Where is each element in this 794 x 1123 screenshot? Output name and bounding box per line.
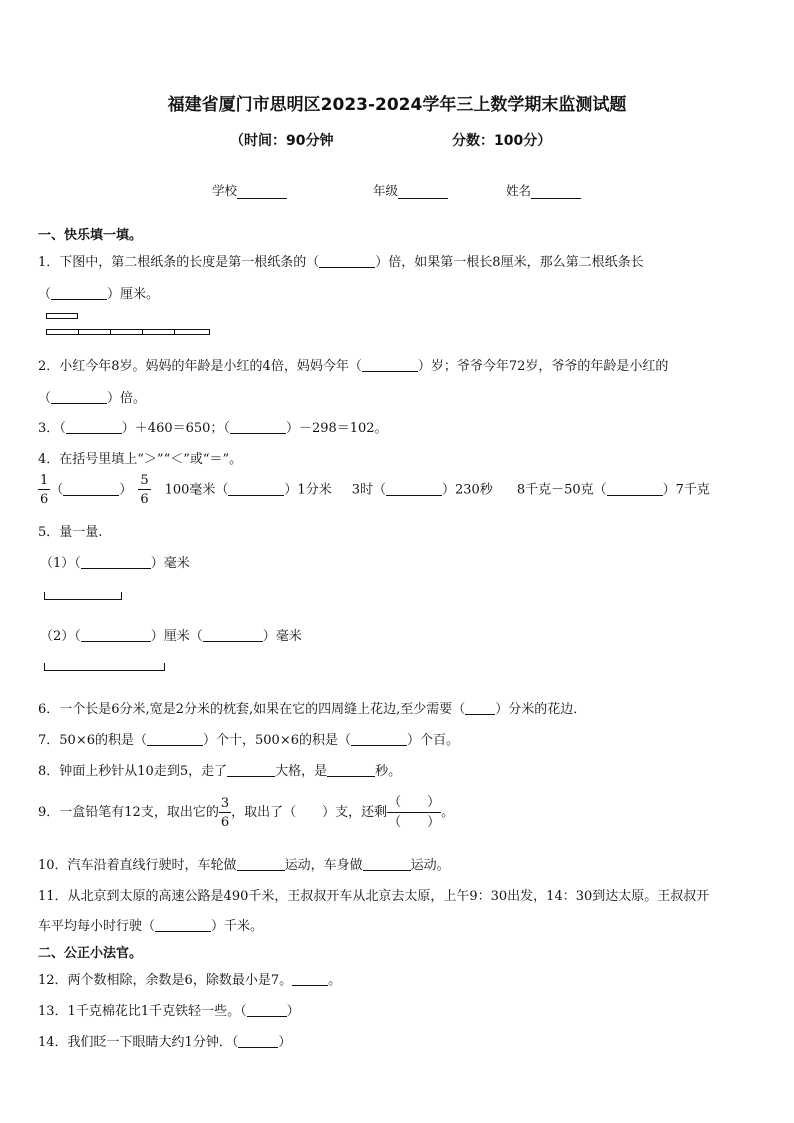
answer-blank[interactable] bbox=[81, 556, 151, 569]
question-8: 8．钟面上秒针从10走到5，走了 大格，是 秒。 bbox=[38, 764, 402, 779]
question-11-line-1: 11．从北京到太原的高速公路是490千米，王叔叔开车从北京去太原，上午9：30出发，14：30到达太原。王叔叔开 bbox=[38, 889, 710, 904]
line-segment-2 bbox=[44, 664, 165, 671]
answer-blank[interactable] bbox=[230, 421, 286, 434]
question-number: 5． bbox=[38, 525, 60, 540]
school-label: 学校 bbox=[212, 183, 238, 198]
answer-blank[interactable] bbox=[351, 733, 407, 746]
question-number: 2． bbox=[38, 359, 60, 374]
question-number: 14． bbox=[38, 1035, 68, 1050]
question-number: 13． bbox=[38, 1004, 68, 1019]
question-14: 14．我们眨一下眼睛大约1分钟．（ ） bbox=[38, 1035, 292, 1050]
question-5-part-1: （1）（ ）毫米 bbox=[40, 556, 190, 571]
answer-blank[interactable] bbox=[238, 1035, 278, 1048]
answer-blank[interactable] bbox=[155, 919, 211, 932]
answer-blank[interactable] bbox=[607, 483, 663, 496]
page-title: 福建省厦门市思明区2023-2024学年三上数学期末监测试题 bbox=[167, 95, 627, 115]
exam-score: 分数：100分） bbox=[452, 133, 552, 149]
question-number: 6． bbox=[38, 702, 60, 717]
name-blank[interactable] bbox=[531, 186, 581, 199]
question-4-items: $\frac{1}{6}$ （ ） $\frac{5}{6}$ 100毫米（ ）1分米 3时（ ）230秒 8千克－50克（ ）7千克 bbox=[40, 473, 710, 507]
answer-blank[interactable] bbox=[228, 483, 284, 496]
question-number: 3． bbox=[38, 421, 60, 436]
remaining-fraction-blank[interactable]: （ ） （ ） bbox=[388, 795, 441, 830]
question-number: 10． bbox=[38, 858, 68, 873]
answer-blank[interactable] bbox=[292, 973, 328, 986]
fraction-one-sixth: $\frac{1}{6}$ bbox=[40, 473, 49, 507]
question-2-line-1: 2．小红今年8岁。妈妈的年龄是小红的4倍，妈妈今年（ ）岁；爷爷今年72岁，爷爷的年龄是小红的 bbox=[38, 359, 669, 374]
question-7: 7．50×6的积是（ ）个十，500×6的积是（ ）个百。 bbox=[38, 733, 459, 748]
answer-blank[interactable] bbox=[319, 255, 375, 268]
question-number: 9． bbox=[38, 805, 60, 820]
question-number: 8． bbox=[38, 764, 60, 779]
fraction-five-sixths: $\frac{5}{6}$ bbox=[140, 473, 149, 507]
question-12: 12．两个数相除，余数是6，除数最小是7。 。 bbox=[38, 973, 342, 988]
answer-blank[interactable] bbox=[51, 287, 107, 300]
question-number: 1． bbox=[38, 255, 60, 270]
question-9: 9．一盒铅笔有12支，取出它的 $\frac{3}{6}$ ，取出了（ ）支，还剩 （ ） （ ） 。 bbox=[38, 795, 455, 830]
paper-strip-2 bbox=[46, 329, 210, 335]
question-number: 4． bbox=[38, 452, 60, 467]
question-3: 3．（ ）＋460＝650；（ ）－298＝102。 bbox=[38, 421, 388, 436]
question-11-line-2: 车平均每小时行驶（ ）千米。 bbox=[38, 919, 264, 934]
section-1-title: 一、快乐填一填。 bbox=[38, 228, 143, 243]
answer-blank[interactable] bbox=[147, 733, 203, 746]
question-number: 12． bbox=[38, 973, 68, 988]
question-13: 13．1千克棉花比1千克铁轻一些。（ ） bbox=[38, 1004, 300, 1019]
answer-blank[interactable] bbox=[465, 702, 495, 715]
name-field[interactable] bbox=[506, 181, 581, 199]
question-6: 6．一个长是6分米,宽是2分米的枕套,如果在它的四周缝上花边,至少需要（ ）分米的花边． bbox=[38, 702, 587, 717]
grade-label: 年级 bbox=[373, 183, 399, 198]
question-10: 10．汽车沿着直线行驶时，车轮做 运动，车身做 运动。 bbox=[38, 858, 450, 873]
grade-field[interactable] bbox=[373, 181, 448, 199]
exam-time: （时间：90分钟 bbox=[230, 133, 334, 149]
section-2-title: 二、公正小法官。 bbox=[38, 946, 143, 961]
answer-blank[interactable] bbox=[227, 764, 275, 777]
answer-blank[interactable] bbox=[51, 391, 107, 404]
question-4: 4．在括号里填上“＞”“＜”或“＝”。 bbox=[38, 452, 243, 467]
answer-blank[interactable] bbox=[247, 1004, 287, 1017]
question-1-line-1: 1．下图中，第二根纸条的长度是第一根纸条的（ ）倍，如果第一根长8厘米，那么第二根纸条长 bbox=[38, 255, 644, 270]
question-number: 11． bbox=[38, 889, 68, 904]
question-5: 5．量一量. bbox=[38, 525, 103, 540]
name-label: 姓名 bbox=[506, 183, 532, 198]
answer-blank[interactable] bbox=[327, 764, 375, 777]
answer-blank[interactable] bbox=[386, 483, 442, 496]
question-2-line-2: （ ）倍。 bbox=[38, 391, 147, 406]
line-segment-1 bbox=[44, 593, 122, 600]
fraction-three-sixths: $\frac{3}{6}$ bbox=[220, 795, 230, 830]
answer-blank[interactable] bbox=[81, 629, 151, 642]
question-5-part-2: （2）（ ）厘米（ ）毫米 bbox=[40, 629, 302, 644]
answer-blank[interactable] bbox=[203, 629, 263, 642]
answer-blank[interactable] bbox=[63, 483, 119, 496]
school-blank[interactable] bbox=[237, 186, 287, 199]
answer-blank[interactable] bbox=[362, 359, 418, 372]
school-field[interactable] bbox=[212, 181, 287, 199]
answer-blank[interactable] bbox=[66, 421, 122, 434]
question-number: 7． bbox=[38, 733, 60, 748]
answer-blank[interactable] bbox=[237, 858, 285, 871]
grade-blank[interactable] bbox=[398, 186, 448, 199]
answer-blank[interactable] bbox=[363, 858, 411, 871]
question-1-line-2: （ ）厘米。 bbox=[38, 287, 160, 302]
paper-strip-1 bbox=[46, 313, 78, 319]
